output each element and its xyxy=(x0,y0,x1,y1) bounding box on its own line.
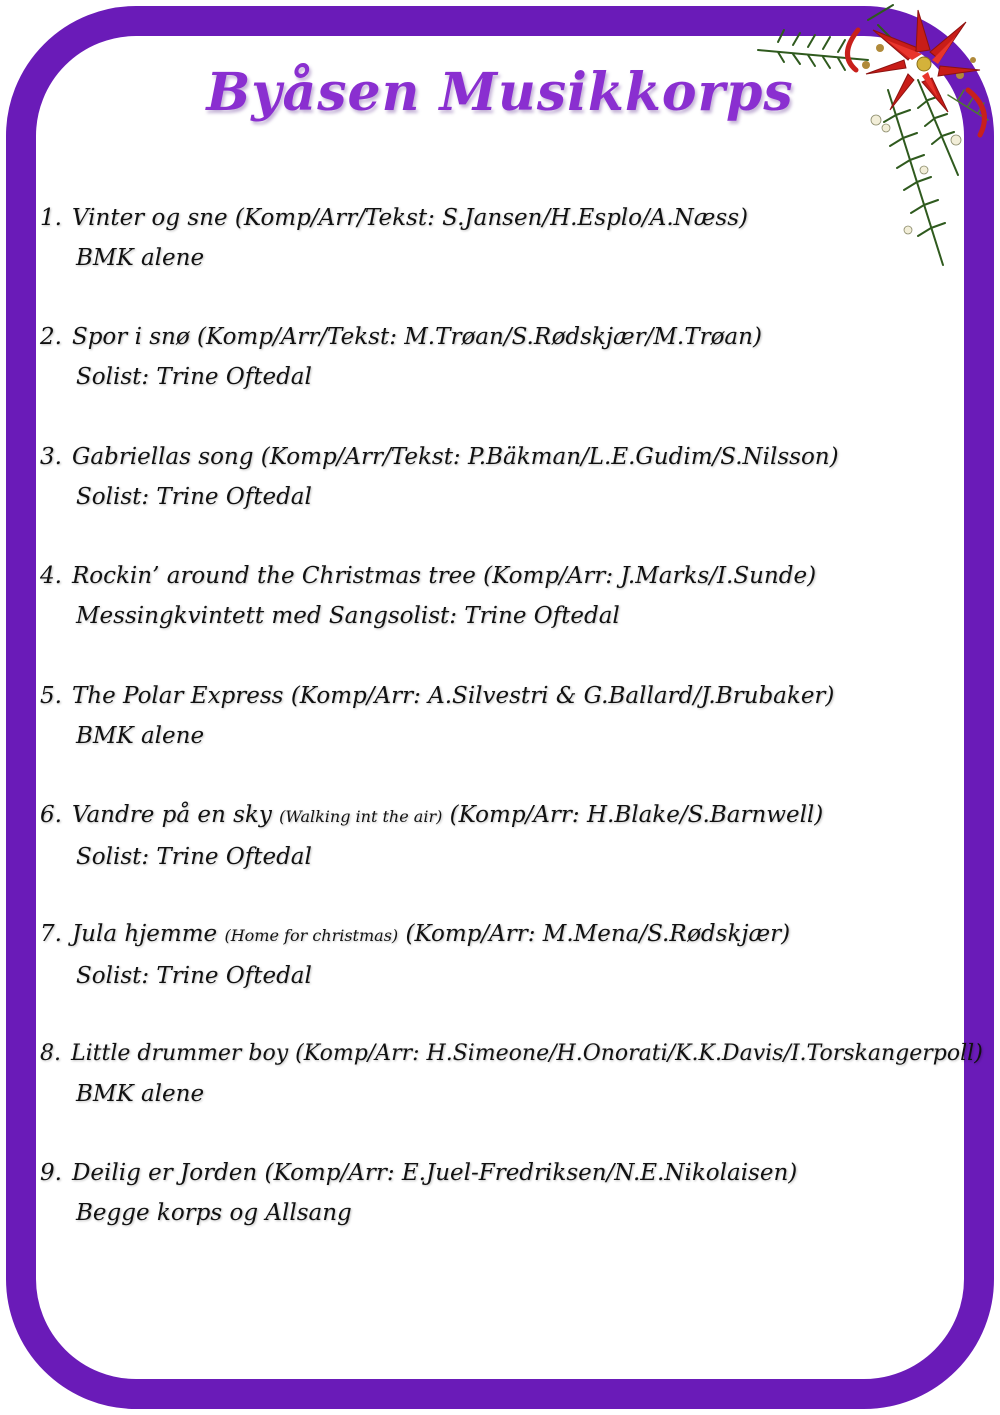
program-item-9 xyxy=(40,1153,980,1272)
song-title: The Polar Express xyxy=(71,682,284,709)
song-title: Spor i snø xyxy=(71,324,190,351)
program-item-header: 4. Rockin’ around the Christmas tree (Komp/Arr: J.Marks/I.Sunde) xyxy=(40,563,817,590)
song-title: Gabriellas song xyxy=(71,443,254,470)
song-credits: (Komp/Arr: A.Silvestri & G.Ballard/J.Brubaker) xyxy=(290,682,835,709)
program-item-header: 6. Vandre på en sky (Walking int the air) (Komp/Arr: H.Blake/S.Barnwell) xyxy=(40,801,824,828)
program-item-7 xyxy=(40,914,980,1033)
song-credits: (Komp/Arr/Tekst: P.Bäkman/L.E.Gudim/S.Nilsson) xyxy=(260,443,839,470)
program-item-header: 5. The Polar Express (Komp/Arr: A.Silvestri & G.Ballard/J.Brubaker) xyxy=(40,682,835,709)
song-credits: (Komp/Arr/Tekst: M.Trøan/S.Rødskjær/M.Trøan) xyxy=(197,324,762,351)
song-performer: Begge korps og Allsang xyxy=(76,1200,352,1227)
song-performer: Solist: Trine Oftedal xyxy=(76,364,312,391)
program-item-1 xyxy=(40,198,980,317)
program-item-3 xyxy=(40,437,980,556)
song-credits: (Komp/Arr: H.Simeone/H.Onorati/K.K.Davis/I.Torskangerpoll) xyxy=(295,1040,983,1066)
song-title: Vandre på en sky xyxy=(71,801,272,828)
song-performer: Messingkvintett med Sangsolist: Trine Oftedal xyxy=(76,603,620,630)
song-performer: BMK alene xyxy=(76,1080,205,1107)
program-item-header: 8. Little drummer boy (Komp/Arr: H.Simeone/H.Onorati/K.K.Davis/I.Torskangerpoll) xyxy=(40,1040,983,1066)
program-item-6 xyxy=(40,795,980,914)
song-performer: BMK alene xyxy=(76,245,205,271)
program-item-header: 1. Vinter og sne (Komp/Arr/Tekst: S.Jansen/H.Esplo/A.Næss) xyxy=(40,205,748,231)
page-title: Byåsen Musikkorps xyxy=(206,62,794,123)
program-item-header: 9. Deilig er Jorden (Komp/Arr: E.Juel-Fredriksen/N.E.Nikolaisen) xyxy=(40,1160,798,1187)
song-title-note: (Home for christmas) xyxy=(224,926,399,946)
song-credits: (Komp/Arr: J.Marks/I.Sunde) xyxy=(483,563,817,590)
song-performer: BMK alene xyxy=(76,722,205,749)
song-title-note: (Walking int the air) xyxy=(279,806,443,826)
song-performer: Solist: Trine Oftedal xyxy=(76,483,312,510)
program-item-2 xyxy=(40,317,980,436)
song-title: Rockin’ around the Christmas tree xyxy=(71,563,476,590)
program-list xyxy=(40,198,983,1273)
program-item-4 xyxy=(40,556,980,675)
song-title: Little drummer boy xyxy=(71,1040,289,1066)
song-title: Vinter og sne xyxy=(71,205,228,231)
song-performer: Solist: Trine Oftedal xyxy=(76,963,312,990)
song-title: Deilig er Jorden xyxy=(71,1160,258,1187)
program-item-8 xyxy=(40,1034,983,1153)
song-credits: (Komp/Arr: E.Juel-Fredriksen/N.E.Nikolaisen) xyxy=(264,1160,798,1187)
song-credits: (Komp/Arr/Tekst: S.Jansen/H.Esplo/A.Næss) xyxy=(234,205,748,231)
program-item-5 xyxy=(40,676,980,795)
song-title: Jula hjemme xyxy=(71,921,218,948)
song-credits: (Komp/Arr: H.Blake/S.Barnwell) xyxy=(449,801,824,828)
program-item-header: 7. Jula hjemme (Home for christmas) (Komp/Arr: M.Mena/S.Rødskjær) xyxy=(40,921,791,948)
program-item-header: 3. Gabriellas song (Komp/Arr/Tekst: P.Bäkman/L.E.Gudim/S.Nilsson) xyxy=(40,443,839,470)
song-performer: Solist: Trine Oftedal xyxy=(76,843,312,870)
program-item-header: 2. Spor i snø (Komp/Arr/Tekst: M.Trøan/S.Rødskjær/M.Trøan) xyxy=(40,324,762,351)
song-credits: (Komp/Arr: M.Mena/S.Rødskjær) xyxy=(405,921,791,948)
